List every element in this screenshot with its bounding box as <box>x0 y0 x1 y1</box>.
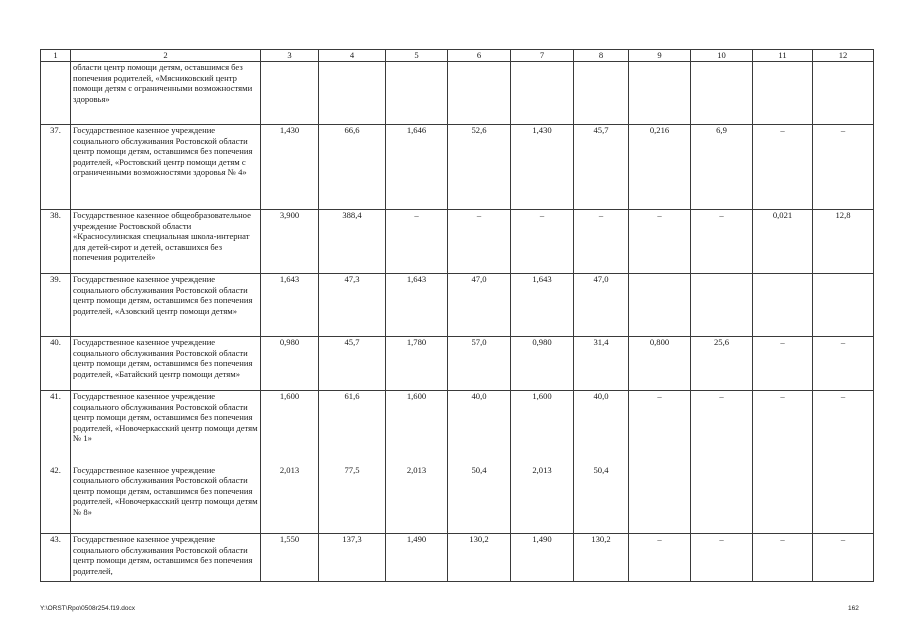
value-cell: 388,4 <box>319 210 386 274</box>
value-cell <box>691 274 753 337</box>
header-cell: 3 <box>261 50 319 62</box>
value-cell: 1,490 <box>511 534 574 582</box>
institution-name: Государственное казенное учреждение социального обслуживания Ростовской области центр помощи детям, оставшимся без попечения родителей, <box>71 534 261 582</box>
value-cell <box>753 465 813 534</box>
table-row <box>41 465 874 534</box>
value-cell: 0,980 <box>511 337 574 391</box>
row-number: 43. <box>41 534 71 582</box>
value-cell: 3,900 <box>261 210 319 274</box>
value-cell: 45,7 <box>319 337 386 391</box>
institution-name: Государственное казенное учреждение социального обслуживания Ростовской области центр помощи детям, оставшимся без попечения родителей, «Батайский центр помощи детям» <box>71 337 261 391</box>
table-row <box>41 534 874 582</box>
value-cell: 130,2 <box>574 534 629 582</box>
value-cell: 47,3 <box>319 274 386 337</box>
value-cell: 1,550 <box>261 534 319 582</box>
value-cell: 57,0 <box>448 337 511 391</box>
institution-name: Государственное казенное учреждение социального обслуживания Ростовской области центр помощи детям, оставшимся без попечения родителей, «Ростовский центр помощи детям с ограниченными возможностями здоровья № 4» <box>71 125 261 210</box>
value-cell: 47,0 <box>448 274 511 337</box>
value-cell: – <box>813 534 874 582</box>
institution-name: Государственное казенное учреждение социального обслуживания Ростовской области центр помощи детям, оставшимся без попечения родителей, «Азовский центр помощи детям» <box>71 274 261 337</box>
value-cell: – <box>629 210 691 274</box>
value-cell: 2,013 <box>511 465 574 534</box>
value-cell <box>753 274 813 337</box>
value-cell: 2,013 <box>386 465 448 534</box>
value-cell: 130,2 <box>448 534 511 582</box>
value-cell: – <box>753 337 813 391</box>
table-row <box>41 210 874 274</box>
header-cell: 11 <box>753 50 813 62</box>
value-cell: 0,021 <box>753 210 813 274</box>
value-cell <box>629 274 691 337</box>
value-cell: 47,0 <box>574 274 629 337</box>
value-cell: – <box>813 391 874 465</box>
value-cell <box>813 62 874 125</box>
value-cell <box>691 465 753 534</box>
table-row <box>41 391 874 465</box>
institution-name: Государственное казенное учреждение социального обслуживания Ростовской области центр помощи детям, оставшимся без попечения родителей, «Новочеркасский центр помощи детям № 1» <box>71 391 261 465</box>
value-cell: 50,4 <box>448 465 511 534</box>
row-number: 41. <box>41 391 71 465</box>
value-cell: 1,600 <box>511 391 574 465</box>
header-cell: 8 <box>574 50 629 62</box>
value-cell <box>261 62 319 125</box>
institution-name: области центр помощи детям, оставшимся без попечения родителей, «Мясниковский центр помощи детям с ограниченными возможностями здоровья» <box>71 62 261 125</box>
value-cell: 31,4 <box>574 337 629 391</box>
page-number: 162 <box>848 605 859 612</box>
value-cell: – <box>813 125 874 210</box>
value-cell: 137,3 <box>319 534 386 582</box>
value-cell: – <box>511 210 574 274</box>
value-cell: 77,5 <box>319 465 386 534</box>
value-cell <box>629 465 691 534</box>
table-row <box>41 337 874 391</box>
table-header-row <box>41 50 874 62</box>
value-cell: 1,643 <box>511 274 574 337</box>
table-row <box>41 125 874 210</box>
value-cell <box>691 62 753 125</box>
value-cell: – <box>629 391 691 465</box>
value-cell: 12,8 <box>813 210 874 274</box>
value-cell: – <box>753 534 813 582</box>
data-table <box>40 49 874 582</box>
value-cell: – <box>753 125 813 210</box>
institution-name: Государственное казенное общеобразовательное учреждение Ростовской области «Красносулинская специальная школа-интернат для детей-сирот и детей, оставшихся без попечения родителей» <box>71 210 261 274</box>
row-number: 40. <box>41 337 71 391</box>
value-cell: 1,490 <box>386 534 448 582</box>
header-cell: 9 <box>629 50 691 62</box>
value-cell: 0,980 <box>261 337 319 391</box>
value-cell: 6,9 <box>691 125 753 210</box>
value-cell <box>386 62 448 125</box>
header-cell: 12 <box>813 50 874 62</box>
value-cell <box>753 62 813 125</box>
value-cell: – <box>574 210 629 274</box>
institution-name: Государственное казенное учреждение социального обслуживания Ростовской области центр помощи детям, оставшимся без попечения родителей, «Новочеркасский центр помощи детям № 8» <box>71 465 261 534</box>
value-cell: 0,800 <box>629 337 691 391</box>
row-number <box>41 62 71 125</box>
row-number: 39. <box>41 274 71 337</box>
value-cell: 2,013 <box>261 465 319 534</box>
value-cell <box>574 62 629 125</box>
value-cell: 61,6 <box>319 391 386 465</box>
value-cell: 50,4 <box>574 465 629 534</box>
value-cell: 40,0 <box>574 391 629 465</box>
header-cell: 4 <box>319 50 386 62</box>
row-number: 42. <box>41 465 71 534</box>
value-cell <box>319 62 386 125</box>
value-cell: 45,7 <box>574 125 629 210</box>
value-cell: 25,6 <box>691 337 753 391</box>
value-cell: 40,0 <box>448 391 511 465</box>
value-cell: – <box>753 391 813 465</box>
value-cell: – <box>813 337 874 391</box>
header-cell: 1 <box>41 50 71 62</box>
value-cell <box>511 62 574 125</box>
header-cell: 2 <box>71 50 261 62</box>
value-cell: 1,430 <box>511 125 574 210</box>
value-cell: – <box>386 210 448 274</box>
row-number: 37. <box>41 125 71 210</box>
value-cell: 1,600 <box>386 391 448 465</box>
value-cell: 66,6 <box>319 125 386 210</box>
value-cell: – <box>448 210 511 274</box>
header-cell: 7 <box>511 50 574 62</box>
header-cell: 10 <box>691 50 753 62</box>
value-cell <box>813 465 874 534</box>
file-path: Y:\ORST\Rpo\0508r254.f19.docx <box>40 605 136 612</box>
value-cell <box>448 62 511 125</box>
value-cell <box>629 62 691 125</box>
value-cell: 52,6 <box>448 125 511 210</box>
value-cell: 1,643 <box>386 274 448 337</box>
value-cell: 1,600 <box>261 391 319 465</box>
value-cell: 1,646 <box>386 125 448 210</box>
header-cell: 5 <box>386 50 448 62</box>
value-cell: – <box>691 391 753 465</box>
value-cell: 1,643 <box>261 274 319 337</box>
value-cell: – <box>691 534 753 582</box>
table-row <box>41 274 874 337</box>
value-cell: – <box>691 210 753 274</box>
value-cell <box>813 274 874 337</box>
table-row <box>41 62 874 125</box>
row-number: 38. <box>41 210 71 274</box>
value-cell: 1,430 <box>261 125 319 210</box>
value-cell: 1,780 <box>386 337 448 391</box>
value-cell: 0,216 <box>629 125 691 210</box>
header-cell: 6 <box>448 50 511 62</box>
value-cell: – <box>629 534 691 582</box>
